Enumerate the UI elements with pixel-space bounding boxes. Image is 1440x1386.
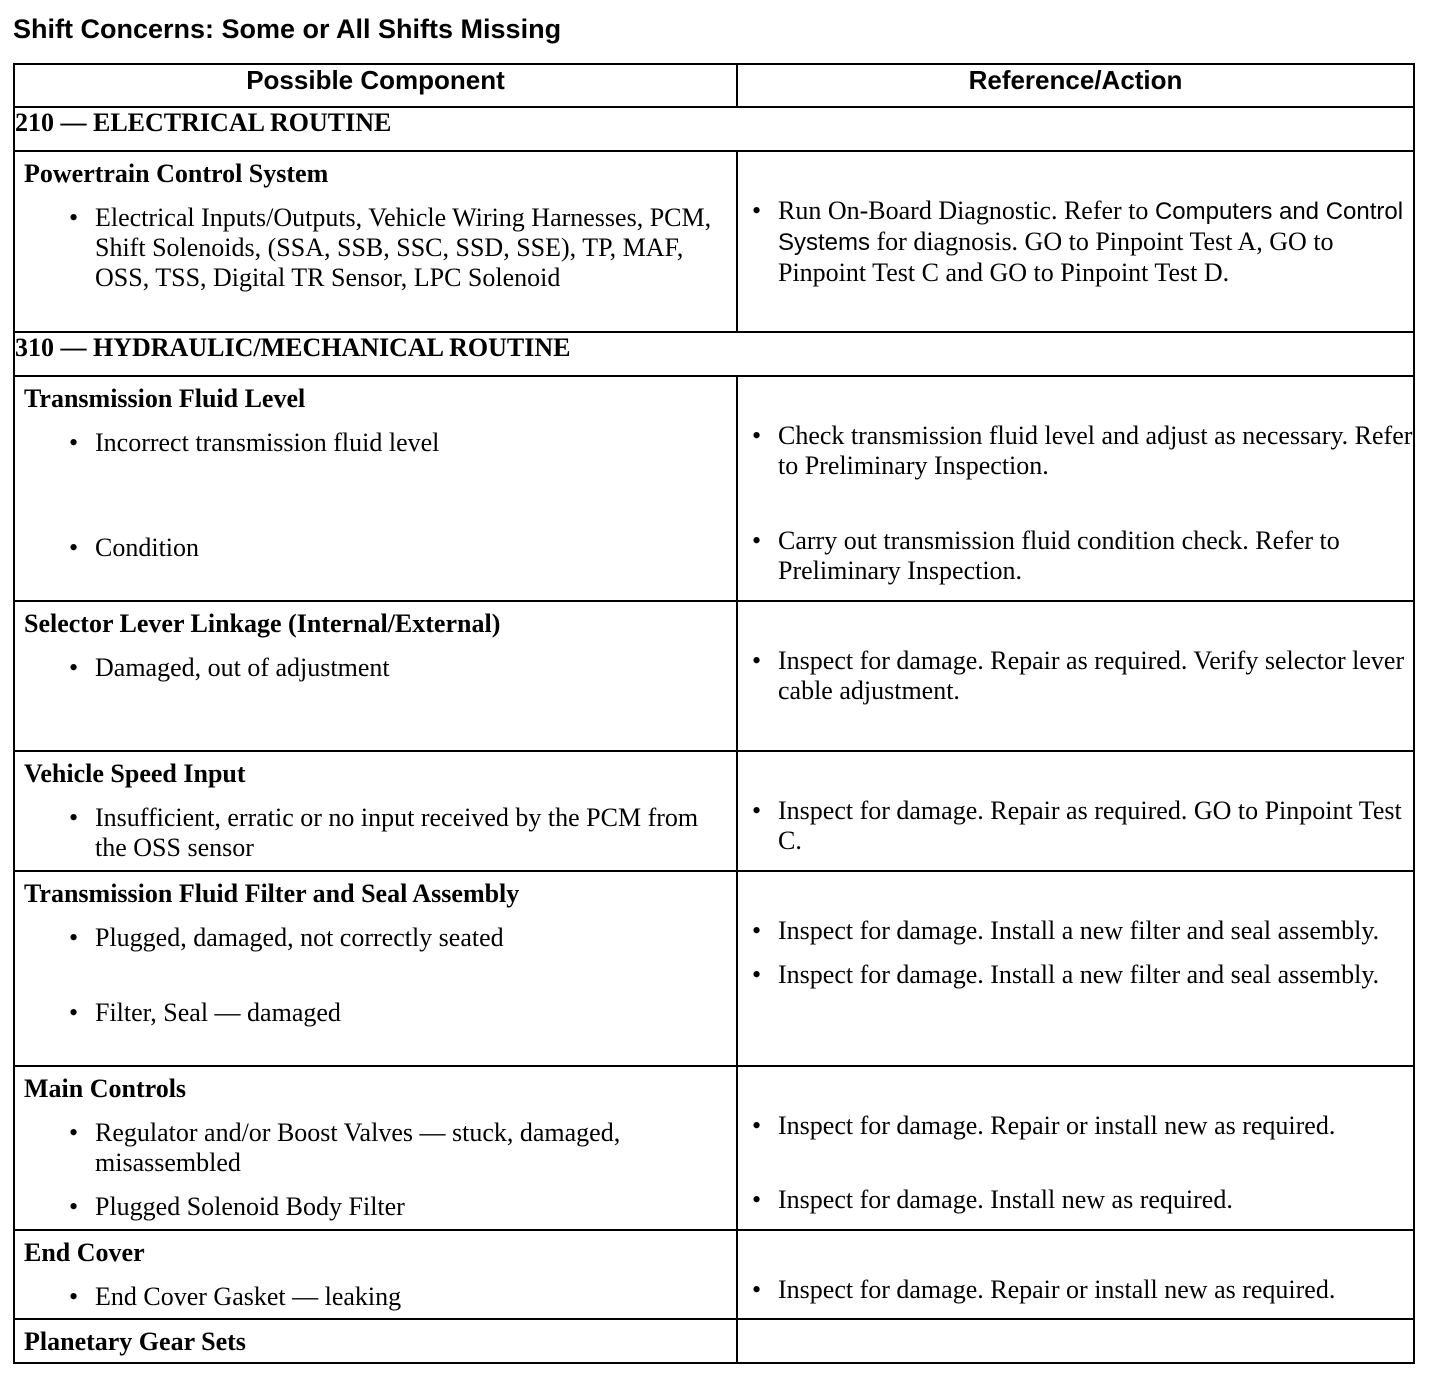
group-title: End Cover bbox=[24, 1238, 145, 1267]
bullet-icon: • bbox=[69, 803, 79, 832]
bullet-icon: • bbox=[752, 796, 762, 825]
section-hydraulic-mechanical-routine: 310 — HYDRAULIC/MECHANICAL ROUTINE bbox=[14, 332, 1414, 376]
bullet-icon: • bbox=[752, 196, 762, 225]
component-cell bbox=[14, 751, 737, 871]
bullet-icon: • bbox=[752, 960, 762, 989]
bullet-icon: • bbox=[752, 421, 762, 450]
bullet-icon: • bbox=[69, 203, 79, 232]
section-row-310 bbox=[14, 332, 1414, 376]
group-title: Planetary Gear Sets bbox=[24, 1327, 246, 1356]
bullet-icon: • bbox=[752, 916, 762, 945]
component-cell bbox=[14, 871, 737, 1066]
action-cell bbox=[737, 151, 1414, 332]
list-item: • Inspect for damage. Install a new filter and seal assembly. bbox=[752, 916, 1380, 945]
action-cell bbox=[737, 751, 1414, 871]
list-item: • Inspect for damage. Repair as required. Verify selector lever cable adjustment. bbox=[752, 646, 1405, 705]
bullet-icon: • bbox=[69, 1192, 79, 1221]
section-row-210 bbox=[14, 107, 1414, 151]
component-cell bbox=[14, 151, 737, 332]
list-item: • Inspect for damage. Repair as required. GO to Pinpoint Test C. bbox=[752, 796, 1402, 855]
header-row bbox=[14, 64, 1414, 107]
list-item: • Damaged, out of adjustment bbox=[69, 653, 390, 682]
action-cell bbox=[737, 376, 1414, 601]
bullet-icon: • bbox=[752, 646, 762, 675]
action-cell bbox=[737, 1319, 1414, 1363]
bullet-icon: • bbox=[752, 1185, 762, 1214]
list-item: • Inspect for damage. Install new as required. bbox=[752, 1185, 1233, 1214]
reference-link: Computers and Control Systems bbox=[778, 198, 1404, 256]
group-title: Transmission Fluid Filter and Seal Assembly bbox=[24, 879, 520, 908]
group-row-selector-lever-linkage bbox=[14, 601, 1414, 751]
list-item: • Insufficient, erratic or no input received by the PCM from the OSS sensor bbox=[69, 803, 699, 862]
group-row-transmission-fluid-level bbox=[14, 376, 1414, 601]
group-title: Main Controls bbox=[24, 1074, 187, 1103]
component-cell bbox=[14, 1230, 737, 1319]
list-item: • Carry out transmission fluid condition check. Refer to Preliminary Inspection. bbox=[752, 526, 1340, 585]
bullet-icon: • bbox=[69, 1118, 79, 1147]
bullet-icon: • bbox=[69, 1282, 79, 1311]
action-cell bbox=[737, 601, 1414, 751]
group-row-vehicle-speed-input bbox=[14, 751, 1414, 871]
bullet-icon: • bbox=[752, 526, 762, 555]
list-item: • Plugged Solenoid Body Filter bbox=[69, 1192, 405, 1221]
list-item: • Condition bbox=[69, 533, 200, 562]
header-reference-action: Reference/Action bbox=[737, 64, 1414, 107]
list-item: • Filter, Seal — damaged bbox=[69, 998, 341, 1027]
list-item: • Regulator and/or Boost Valves — stuck, damaged, misassembled bbox=[69, 1118, 621, 1177]
bullet-icon: • bbox=[69, 533, 79, 562]
list-item: • Incorrect transmission fluid level bbox=[69, 428, 440, 457]
group-row-end-cover bbox=[14, 1230, 1414, 1319]
list-item: • Inspect for damage. Repair or install new as required. bbox=[752, 1111, 1336, 1140]
bullet-icon: • bbox=[69, 998, 79, 1027]
list-item: • End Cover Gasket — leaking bbox=[69, 1282, 402, 1311]
component-cell bbox=[14, 601, 737, 751]
header-possible-component: Possible Component bbox=[14, 64, 737, 107]
list-item: • Electrical Inputs/Outputs, Vehicle Wiring Harnesses, PCM, Shift Solenoids, (SSA, SSB, SSC, SSD, SSE), TP, MAF, OSS, TSS, Digital TR Sensor, LPC Solenoid bbox=[69, 203, 712, 292]
action-cell bbox=[737, 1066, 1414, 1230]
list-item: • Inspect for damage. Repair or install new as required. bbox=[752, 1275, 1336, 1304]
group-title: Vehicle Speed Input bbox=[24, 759, 246, 788]
list-item: • Plugged, damaged, not correctly seated bbox=[69, 923, 504, 952]
component-cell bbox=[14, 1066, 737, 1230]
group-row-planetary-gear-sets bbox=[14, 1319, 1414, 1363]
section-electrical-routine: 210 — ELECTRICAL ROUTINE bbox=[14, 107, 1414, 151]
bullet-icon: • bbox=[752, 1275, 762, 1304]
action-cell bbox=[737, 871, 1414, 1066]
group-title: Selector Lever Linkage (Internal/External) bbox=[24, 609, 501, 638]
bullet-icon: • bbox=[69, 428, 79, 457]
bullet-icon: • bbox=[69, 653, 79, 682]
shift-concerns-table bbox=[13, 63, 1415, 1364]
group-row-main-controls bbox=[14, 1066, 1414, 1230]
group-title: Powertrain Control System bbox=[24, 159, 329, 188]
bullet-icon: • bbox=[69, 923, 79, 952]
group-row-transmission-fluid-filter bbox=[14, 871, 1414, 1066]
group-row-powertrain-control-system bbox=[14, 151, 1414, 332]
group-title: Transmission Fluid Level bbox=[24, 384, 306, 413]
list-item: • Run On-Board Diagnostic. Refer to Computers and Control Systems for diagnosis. GO to Pinpoint Test A, GO to Pinpoint Test C and GO to Pinpoint Test D. bbox=[752, 196, 1404, 287]
action-cell bbox=[737, 1230, 1414, 1319]
component-cell bbox=[14, 1319, 737, 1363]
component-cell bbox=[14, 376, 737, 601]
list-item: • Check transmission fluid level and adjust as necessary. Refer to Preliminary Inspection. bbox=[752, 421, 1413, 480]
list-item: • Inspect for damage. Install a new filter and seal assembly. bbox=[752, 960, 1380, 989]
bullet-icon: • bbox=[752, 1111, 762, 1140]
page-title: Shift Concerns: Some or All Shifts Missing bbox=[13, 14, 562, 44]
